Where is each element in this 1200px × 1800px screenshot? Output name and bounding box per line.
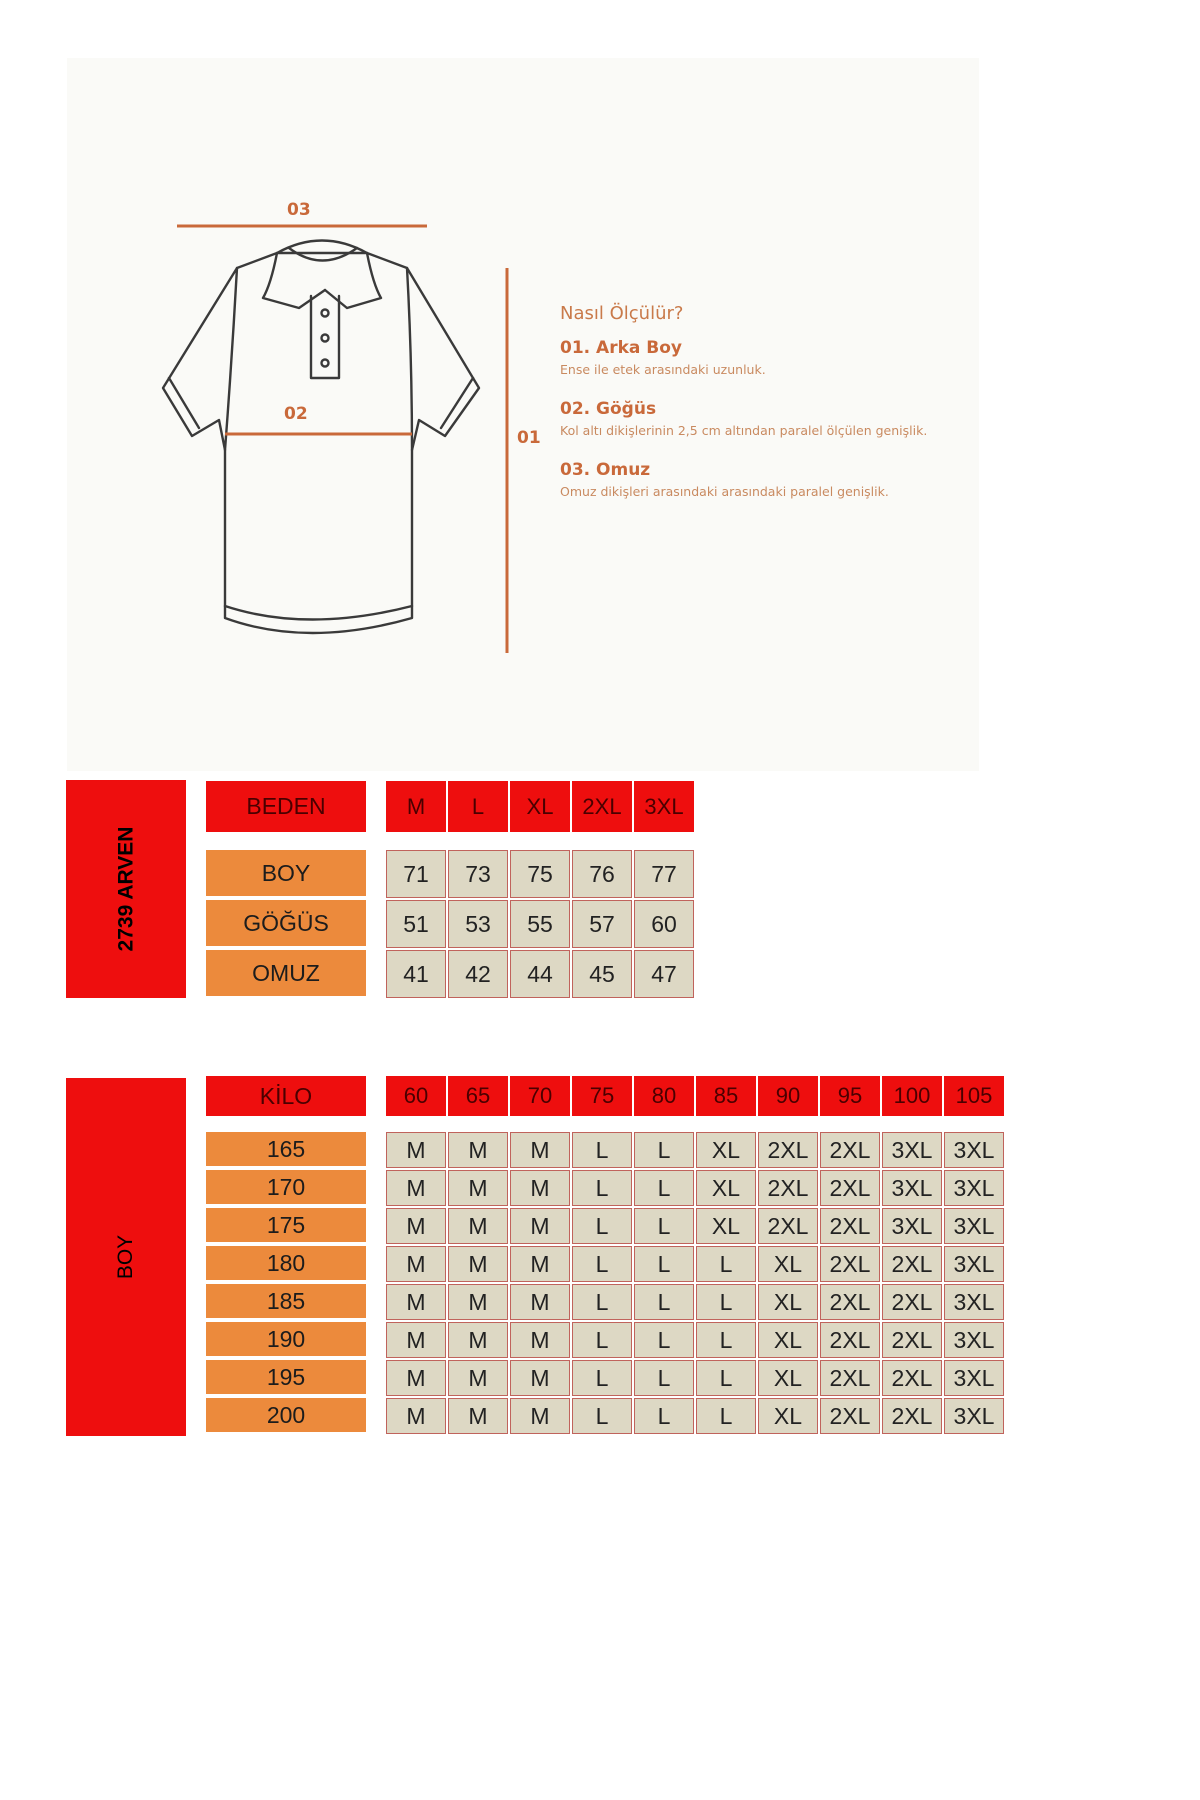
measure-cell: 73 bbox=[448, 850, 508, 898]
table-row bbox=[386, 900, 696, 950]
size-cell: 3XL bbox=[944, 1246, 1004, 1282]
size-cell: 2XL bbox=[882, 1360, 942, 1396]
size-header-cell: M bbox=[386, 781, 446, 832]
size-cell: M bbox=[510, 1246, 570, 1282]
size-cell: L bbox=[634, 1132, 694, 1168]
size-cell: 3XL bbox=[944, 1284, 1004, 1320]
size-cell: L bbox=[696, 1284, 756, 1320]
weight-header-cell: 80 bbox=[634, 1076, 694, 1116]
size-cell: 2XL bbox=[882, 1284, 942, 1320]
size-cell: XL bbox=[758, 1246, 818, 1282]
measure-item-title: 02. Göğüs bbox=[560, 399, 657, 419]
measure-cell: 55 bbox=[510, 900, 570, 948]
measure-cell: 53 bbox=[448, 900, 508, 948]
measure-cell: 45 bbox=[572, 950, 632, 998]
weight-header-cell: 70 bbox=[510, 1076, 570, 1116]
size-cell: L bbox=[572, 1246, 632, 1282]
measure-row-label: GÖĞÜS bbox=[206, 900, 366, 946]
size-cell: 2XL bbox=[882, 1322, 942, 1358]
weight-header-cell: 60 bbox=[386, 1076, 446, 1116]
measure-cell: 75 bbox=[510, 850, 570, 898]
size-cell: M bbox=[448, 1322, 508, 1358]
size-cell: 2XL bbox=[882, 1246, 942, 1282]
size-cell: M bbox=[510, 1398, 570, 1434]
height-row-label: 180 bbox=[206, 1246, 366, 1280]
size-cell: 3XL bbox=[882, 1170, 942, 1206]
size-cell: M bbox=[448, 1208, 508, 1244]
height-row-label: 165 bbox=[206, 1132, 366, 1166]
size-cell: M bbox=[386, 1170, 446, 1206]
size-cell: L bbox=[634, 1284, 694, 1320]
measure-item-title: 03. Omuz bbox=[560, 460, 651, 480]
size-cell: 2XL bbox=[820, 1132, 880, 1168]
size-cell: 2XL bbox=[820, 1398, 880, 1434]
table-row bbox=[386, 1322, 1006, 1360]
weight-header-cell: 100 bbox=[882, 1076, 942, 1116]
size-cell: M bbox=[386, 1208, 446, 1244]
height-row-label: 175 bbox=[206, 1208, 366, 1242]
height-row-label: 190 bbox=[206, 1322, 366, 1356]
size-cell: M bbox=[448, 1170, 508, 1206]
size-cell: M bbox=[510, 1360, 570, 1396]
size-cell: L bbox=[572, 1322, 632, 1358]
size-cell: M bbox=[448, 1132, 508, 1168]
how-to-measure bbox=[560, 303, 980, 521]
height-row-label: 195 bbox=[206, 1360, 366, 1394]
size-cell: 3XL bbox=[882, 1132, 942, 1168]
size-cell: M bbox=[448, 1284, 508, 1320]
size-cell: 2XL bbox=[820, 1246, 880, 1282]
size-grid bbox=[386, 1132, 1006, 1436]
size-cell: M bbox=[448, 1398, 508, 1434]
size-cell: 3XL bbox=[944, 1132, 1004, 1168]
size-cell: L bbox=[696, 1246, 756, 1282]
size-header-cell: 2XL bbox=[572, 781, 632, 832]
size-cell: 2XL bbox=[758, 1208, 818, 1244]
size-cell: 2XL bbox=[820, 1360, 880, 1396]
size-cell: L bbox=[572, 1208, 632, 1244]
measure-cell: 42 bbox=[448, 950, 508, 998]
size-cell: XL bbox=[758, 1284, 818, 1320]
size-cell: XL bbox=[696, 1132, 756, 1168]
measure-row-label: BOY bbox=[206, 850, 366, 896]
size-cell: L bbox=[634, 1246, 694, 1282]
size-cell: 2XL bbox=[820, 1208, 880, 1244]
weight-header-cell: 65 bbox=[448, 1076, 508, 1116]
size-cell: 2XL bbox=[758, 1132, 818, 1168]
size-cell: L bbox=[634, 1360, 694, 1396]
table-row bbox=[386, 950, 696, 1000]
size-cell: M bbox=[510, 1284, 570, 1320]
size-cell: XL bbox=[758, 1398, 818, 1434]
size-cell: 3XL bbox=[944, 1208, 1004, 1244]
size-cell: M bbox=[510, 1170, 570, 1206]
height-row-label: 185 bbox=[206, 1284, 366, 1318]
measurement-guide-panel bbox=[67, 58, 979, 771]
size-cell: M bbox=[386, 1132, 446, 1168]
how-to-measure-heading: Nasıl Ölçülür? bbox=[560, 303, 684, 324]
height-row-label: 200 bbox=[206, 1398, 366, 1432]
size-header-cell: 3XL bbox=[634, 781, 694, 832]
size-cell: 3XL bbox=[882, 1208, 942, 1244]
size-cell: M bbox=[386, 1284, 446, 1320]
weight-header-cell: 105 bbox=[944, 1076, 1004, 1116]
chest-dimension-label: 02 bbox=[284, 404, 308, 424]
table-row bbox=[386, 1208, 1006, 1246]
size-cell: L bbox=[634, 1170, 694, 1206]
size-cell: L bbox=[572, 1170, 632, 1206]
table-row bbox=[386, 1132, 1006, 1170]
size-cell: M bbox=[386, 1360, 446, 1396]
measure-item-chest bbox=[560, 399, 980, 438]
measure-cell: 51 bbox=[386, 900, 446, 948]
size-cell: L bbox=[572, 1284, 632, 1320]
size-cell: XL bbox=[696, 1170, 756, 1206]
size-header-cell: XL bbox=[510, 781, 570, 832]
size-cell: L bbox=[572, 1360, 632, 1396]
size-cell: 2XL bbox=[820, 1170, 880, 1206]
size-cell: L bbox=[696, 1360, 756, 1396]
size-header-row bbox=[386, 781, 696, 832]
weight-header-cell: 75 bbox=[572, 1076, 632, 1116]
measure-cell: 41 bbox=[386, 950, 446, 998]
size-cell: L bbox=[634, 1322, 694, 1358]
measure-cell: 57 bbox=[572, 900, 632, 948]
size-cell: M bbox=[510, 1132, 570, 1168]
size-cell: 3XL bbox=[944, 1170, 1004, 1206]
height-row-label: 170 bbox=[206, 1170, 366, 1204]
size-cell: 3XL bbox=[944, 1360, 1004, 1396]
measure-item-desc: Omuz dikişleri arasındaki arasındaki paralel genişlik. bbox=[560, 484, 889, 499]
size-cell: XL bbox=[696, 1208, 756, 1244]
measure-item-title: 01. Arka Boy bbox=[560, 338, 682, 358]
size-cell: M bbox=[510, 1322, 570, 1358]
length-dimension-label: 01 bbox=[517, 428, 541, 448]
weight-header-row bbox=[386, 1076, 1006, 1116]
measure-cell: 77 bbox=[634, 850, 694, 898]
table-row bbox=[386, 850, 696, 900]
size-cell: M bbox=[448, 1360, 508, 1396]
measure-row-label: OMUZ bbox=[206, 950, 366, 996]
measure-cell: 47 bbox=[634, 950, 694, 998]
size-cell: M bbox=[510, 1208, 570, 1244]
size-cell: 2XL bbox=[820, 1322, 880, 1358]
weight-header-cell: 85 bbox=[696, 1076, 756, 1116]
size-cell: L bbox=[634, 1208, 694, 1244]
size-cell: 2XL bbox=[882, 1398, 942, 1434]
measure-item-shoulder bbox=[560, 460, 980, 499]
weight-header-cell: 90 bbox=[758, 1076, 818, 1116]
size-cell: XL bbox=[758, 1322, 818, 1358]
shoulder-dimension-label: 03 bbox=[287, 200, 311, 220]
measure-cell: 44 bbox=[510, 950, 570, 998]
size-cell: 3XL bbox=[944, 1322, 1004, 1358]
size-header-label: BEDEN bbox=[206, 781, 366, 832]
size-cell: L bbox=[634, 1398, 694, 1434]
size-cell: L bbox=[696, 1398, 756, 1434]
measure-item-desc: Ense ile etek arasındaki uzunluk. bbox=[560, 362, 766, 377]
size-cell: L bbox=[572, 1398, 632, 1434]
measure-grid bbox=[386, 850, 696, 1000]
size-header-cell: L bbox=[448, 781, 508, 832]
height-axis-label: BOY bbox=[113, 1234, 137, 1280]
size-cell: XL bbox=[758, 1360, 818, 1396]
table-row bbox=[386, 1360, 1006, 1398]
size-cell: 2XL bbox=[820, 1284, 880, 1320]
table-row bbox=[386, 1284, 1006, 1322]
measure-cell: 60 bbox=[634, 900, 694, 948]
measure-cell: 76 bbox=[572, 850, 632, 898]
table-row bbox=[386, 1246, 1006, 1284]
measure-item-desc: Kol altı dikişlerinin 2,5 cm altından paralel ölçülen genişlik. bbox=[560, 423, 928, 438]
table-row bbox=[386, 1398, 1006, 1436]
size-cell: M bbox=[386, 1246, 446, 1282]
size-cell: M bbox=[386, 1322, 446, 1358]
size-cell: L bbox=[572, 1132, 632, 1168]
size-cell: M bbox=[386, 1398, 446, 1434]
product-code-label: 2739 ARVEN bbox=[114, 826, 137, 952]
size-cell: 2XL bbox=[758, 1170, 818, 1206]
table-row bbox=[386, 1170, 1006, 1208]
measure-item-length bbox=[560, 338, 980, 377]
product-code-block bbox=[66, 780, 186, 998]
size-cell: M bbox=[448, 1246, 508, 1282]
measure-cell: 71 bbox=[386, 850, 446, 898]
weight-header-cell: 95 bbox=[820, 1076, 880, 1116]
size-cell: 3XL bbox=[944, 1398, 1004, 1434]
size-cell: L bbox=[696, 1322, 756, 1358]
weight-header-label: KİLO bbox=[206, 1076, 366, 1116]
height-axis-block bbox=[66, 1078, 186, 1436]
